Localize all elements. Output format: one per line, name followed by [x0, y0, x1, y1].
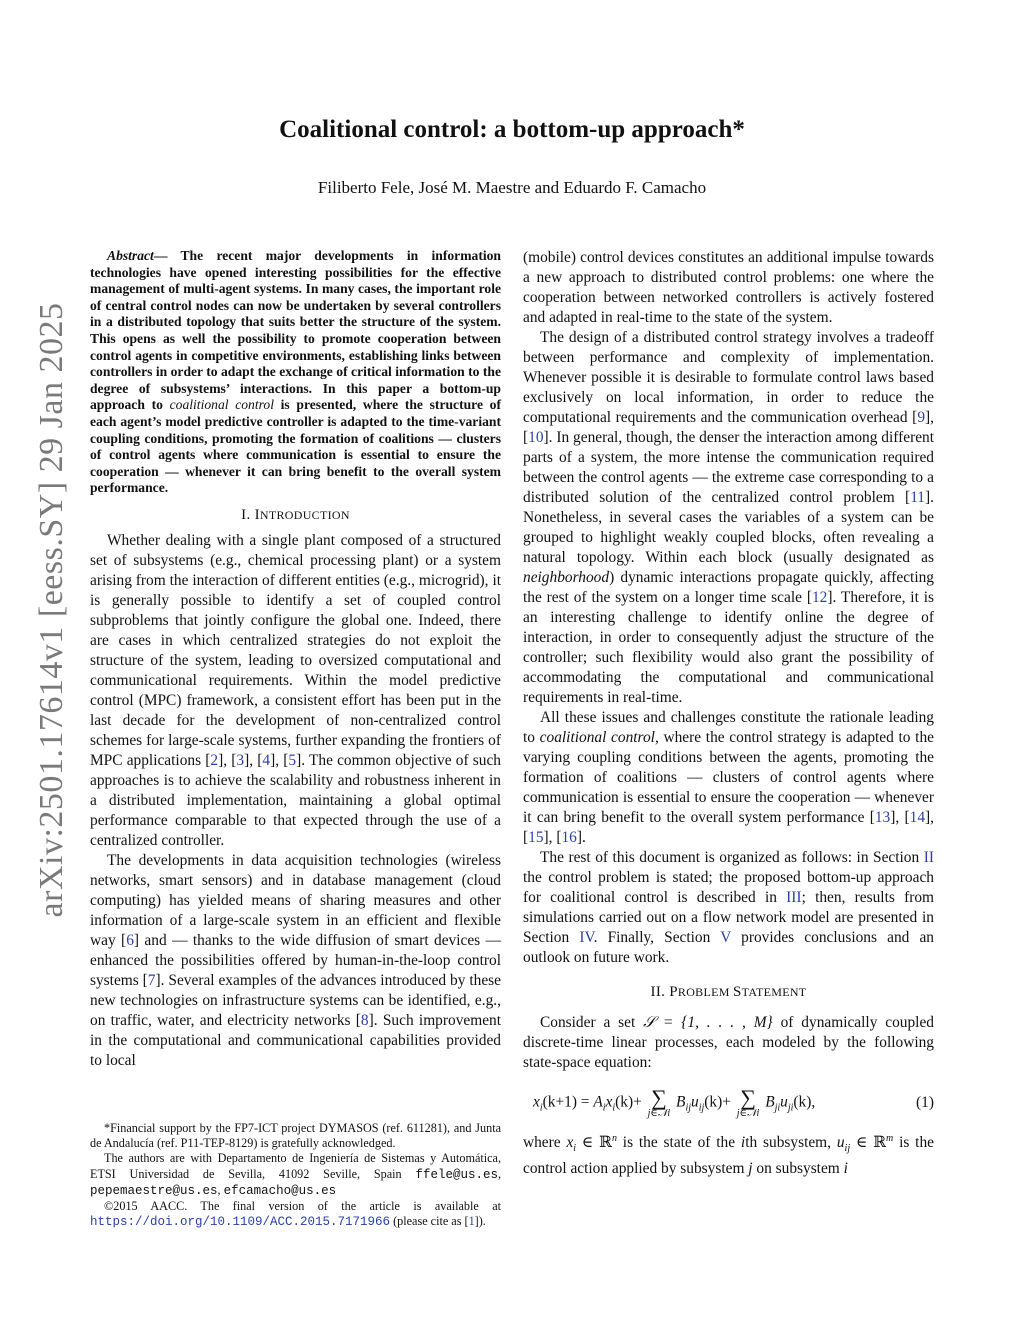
- paper-authors: Filiberto Fele, José M. Maestre and Eduardo F. Camacho: [317, 178, 707, 197]
- citation-14[interactable]: 14: [909, 809, 926, 826]
- abstract: Abstract— The recent major developments in information technologies have opened interesting possibilities for the effective management of multi-agent systems. In many cases, the important role of central control nodes can now be undertaken by several controllers in a distributed topology that suits better the structure of the system. This opens as well the possibility to promote cooperation between control agents in competitive environments, establishing links between controllers in order to adapt the exchange of critical information to the degree of subsystems’ interactions. In this paper a bottom-up approach to coalitional control is presented, where the structure of each agent’s model predictive controller is adapted to the time-variant coupling conditions, promoting the formation of coalitions — clusters of control agents where communication is essential to ensure the cooperation — whenever it can bring benefit to the overall system performance.: [90, 248, 501, 496]
- citation-10[interactable]: 10: [528, 429, 544, 446]
- abstract-emph: coalitional control: [169, 397, 274, 413]
- citation-9[interactable]: 9: [917, 409, 926, 426]
- section-heading-problem-statement: II. PROBLEM STATEMENT: [650, 984, 807, 1000]
- footnote-affiliation: The authors are with Departamento de Ingeniería de Sistemas y Automática, ETSI Universidad de Sevilla, 41092 Seville, Spain ffele@us.es, pepemaestre@us.es, efcamacho@us.es: [90, 1151, 502, 1198]
- intro-paragraph-1: Whether dealing with a single plant composed of a structured set of subsystems (e.g., chemical processing plant) or a system arising from the interaction of different entities (e.g., microgrid), it is generally possible to identify a set of coupled control subproblems that jointly configure the global one. Indeed, there are cases in which centralized strategies do not exploit the structure of the system, leading to oversized computational and communicational requirements. Within the model predictive control (MPC) framework, a consistent effort has been put in the last decade for the development of non-centralized control schemes for large-scale systems, further expanding the frontiers of MPC applications [2], [3], [4], [5]. The common objective of such approaches is to achieve the scalability and robustness inherent in a distributed implementation, maintaining a global optimal performance comparable to that expected through the use of a centralized controller.: [90, 531, 501, 849]
- footnotes: [90, 1121, 501, 1230]
- section-link-ii[interactable]: II: [923, 849, 934, 866]
- abstract-label: Abstract: [107, 248, 154, 263]
- right-paragraph-3: All these issues and challenges constitute the rationale leading to coalitional control, where the control strategy is adapted to the varying coupling conditions between the agents, promoting the formation of coalitions — clusters of control agents where communication is essential to ensure the cooperation — whenever it can bring benefit to the overall system performance [13], [14], [15], [16].: [523, 709, 934, 846]
- paper-title: Coalitional control: a bottom-up approach*: [279, 116, 745, 143]
- email-maestre[interactable]: pepemaestre@us.es: [90, 1183, 218, 1198]
- footnote-funding: *Financial support by the FP7-ICT project DYMASOS (ref. 611281), and Junta de Andalucía (ref. P11-TEP-8129) is gratefully acknowledged.: [90, 1121, 501, 1151]
- email-fele[interactable]: ffele@us.es: [415, 1167, 498, 1182]
- citation-13[interactable]: 13: [874, 809, 891, 826]
- summation-2: ∑ j∈𝒩i: [736, 1085, 760, 1119]
- term-neighborhood: neighborhood: [523, 569, 610, 586]
- intro-paragraph-2: The developments in data acquisition technologies (wireless networks, smart sensors) and in database management (cloud computing) has yielded means of sharing measures and other information of a large-scale system in an efficient and flexible way [6] and — thanks to the wide diffusion of smart devices — enhanced the possibilities offered by human-in-the-loop control systems [7]. Several examples of the advances introduced by these new technologies on infrastructure systems can be identified, e.g., on traffic, water, and electricity networks [8]. Such improvement in the computational and communicational capabilities provided to local: [90, 851, 501, 1069]
- citation-3[interactable]: 3: [236, 751, 245, 769]
- left-column: [90, 248, 501, 1071]
- citation-2[interactable]: 2: [210, 751, 219, 769]
- citation-12[interactable]: 12: [811, 589, 828, 606]
- citation-8[interactable]: 8: [360, 1011, 369, 1029]
- citation-6[interactable]: 6: [126, 931, 134, 949]
- problem-paragraph-1: Consider a set 𝒮 = {1, . . . , M} of dynamically coupled discrete-time linear processes, each modeled by the following state-space equation:: [523, 1014, 934, 1071]
- citation-16[interactable]: 16: [561, 829, 577, 846]
- set-definition: 𝒮 = {1, . . . , M}: [643, 1014, 773, 1031]
- section-link-v[interactable]: V: [720, 929, 732, 946]
- term-coalitional-control: coalitional control: [539, 729, 655, 746]
- section-heading-introduction: I. INTRODUCTION: [241, 506, 350, 523]
- equation-number: (1): [916, 1094, 934, 1111]
- right-paragraph-1: (mobile) control devices constitutes an additional impulse towards a new approach to distributed control problems: one where the cooperation between networked controllers is actively fostered and adapted in real-time to the state of the system.: [523, 249, 934, 326]
- section-link-iv[interactable]: IV: [579, 929, 594, 946]
- right-column: [523, 248, 934, 1179]
- citation-15[interactable]: 15: [528, 829, 544, 846]
- arxiv-identifier-stamp: arXiv:2501.17614v1 [eess.SY] 29 Jan 2025: [33, 302, 70, 918]
- right-paragraph-2: The design of a distributed control strategy involves a tradeoff between performance and complexity of implementation. Whenever possible it is desirable to formulate control laws based exclusively on local information, in order to reduce the computational requirements and the communication overhead [9], [10]. In general, though, the denser the interaction among different parts of a system, the more intense the communication required between the control agents — the extreme case corresponding to a distributed solution of the centralized control problem [11]. Nonetheless, in several cases the variables of a system can be grouped to highlight weakly coupled blocks, often revealing a natural topology. Within each block (usually designated as neighborhood) dynamic interactions propagate quickly, affecting the rest of the system on a longer time scale [12]. Therefore, it is an interesting challenge to identify online the degree of interaction, in order to consequently adjust the structure of the controller; such flexibility would also grant the possibility of accommodating the computational and communicational requirements in real-time.: [523, 329, 934, 706]
- citation-4[interactable]: 4: [262, 751, 271, 769]
- citation-11[interactable]: 11: [910, 489, 926, 506]
- problem-paragraph-2: where $x_i$ ∈ ℝ$^n$ is the state of the ith subsystem, $u_{ij}$ ∈ ℝ$^m$ is the control action applied by subsystem j on subsystem i: [523, 1133, 934, 1178]
- doi-link[interactable]: https://doi.org/10.1109/ACC.2015.7171966: [90, 1215, 391, 1230]
- section-link-iii[interactable]: III: [786, 889, 802, 906]
- citation-7[interactable]: 7: [147, 971, 156, 989]
- email-camacho[interactable]: efcamacho@us.es: [223, 1183, 337, 1198]
- citation-1[interactable]: 1: [468, 1214, 475, 1229]
- citation-5[interactable]: 5: [288, 751, 297, 769]
- footnote-copyright: ©2015 AACC. The final version of the article is available at https://doi.org/10.1109/ACC.2015.7171966 (please cite as [1]).: [90, 1199, 501, 1230]
- right-paragraph-4: The rest of this document is organized as follows: in Section II the control problem is stated; the proposed bottom-up approach for coalitional control is described in III; then, results from simulations carried out on a flow network model are presented in Section IV. Finally, Section V provides conclusions and an outlook on future work.: [523, 849, 935, 966]
- equation-body: $x_i(k+1) = A_ix_i(k)+$ ∑ j∈𝒩i $B_{ij}u_{ij}(k)+$ ∑ j∈𝒩i $B_{ji}u_{ji}(k)$,: [533, 1085, 816, 1119]
- equation-1: [523, 1087, 934, 1119]
- summation-1: ∑ j∈𝒩i: [647, 1085, 671, 1119]
